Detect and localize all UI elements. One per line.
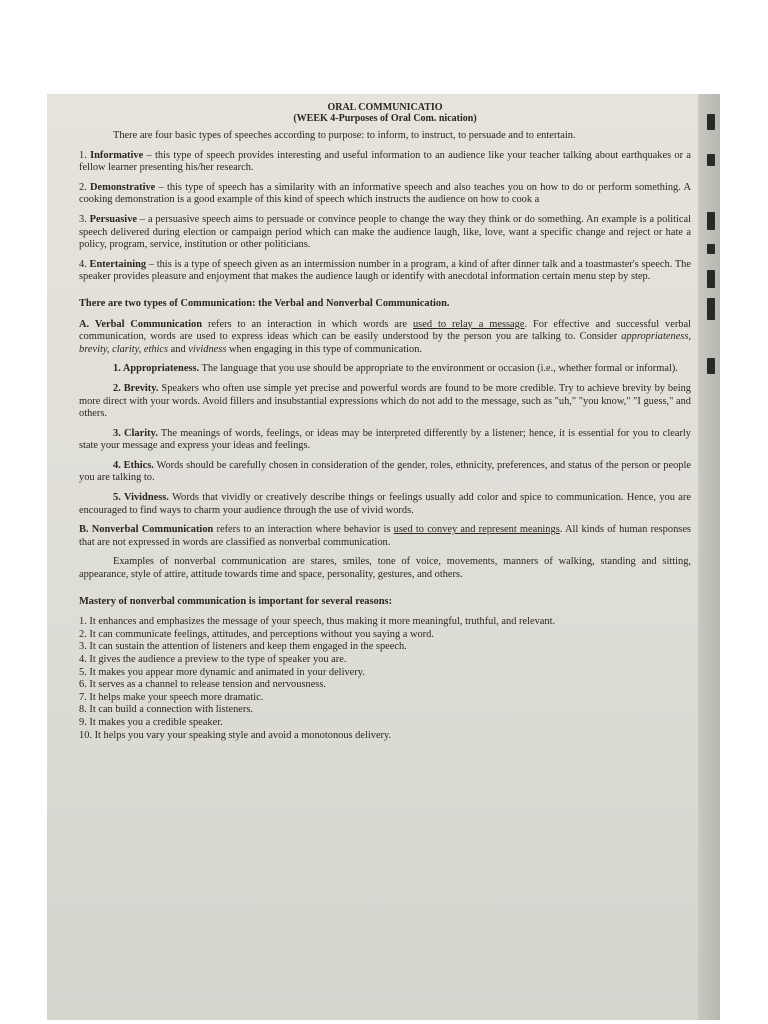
verbal-label: A. Verbal Communication <box>79 318 203 330</box>
verbal-italic: appropriateness, brevity, clarity, ethics <box>79 331 691 355</box>
examples-paragraph: Examples of nonverbal communication are stares, smiles, tone of voice, movements, manners of walking, standing and sitting, appearance, style of attire, attitude towards time and space, personality, gestures, and others. <box>79 556 691 581</box>
reasons-list <box>79 616 691 742</box>
item-number: 1. <box>79 149 87 161</box>
speech-type-item <box>79 182 691 207</box>
quality-label: 4. Ethics. <box>113 459 154 471</box>
verbal-text: and <box>168 343 189 355</box>
quality-item <box>79 492 691 517</box>
list-item: 1. It enhances and emphasizes the message of your speech, thus making it more meaningful, truthful, and relevant. <box>79 616 556 628</box>
list-item: 2. It can communicate feelings, attitudes, and perceptions without you saying a word. <box>79 628 434 640</box>
edge-print-mark <box>707 244 715 254</box>
edge-print-mark <box>707 270 715 288</box>
item-label: Demonstrative <box>90 181 156 193</box>
quality-label: 1. Appropriateness. <box>113 363 200 375</box>
verbal-paragraph <box>79 319 691 357</box>
item-label: Informative <box>90 149 144 161</box>
item-number: 4. <box>79 258 87 270</box>
quality-text: Words should be carefully chosen in consideration of the gender, roles, ethnicity, preferences, and status of the person or people you are talking to. <box>79 459 692 484</box>
list-item: 8. It can build a connection with listeners. <box>79 704 253 716</box>
speech-type-item <box>79 150 691 175</box>
nonverbal-underlined: used to convey and represent meanings <box>393 524 560 536</box>
item-text: – this type of speech has a similarity with an informative speech and also teaches you on how to do or perform something. A cooking demonstration is a good example of this kind of speech which instructs the audience on how to cook a <box>79 181 691 206</box>
verbal-text: when engaging in this type of communication. <box>226 343 423 355</box>
page-title: ORAL COMMUNICATIO <box>327 102 443 113</box>
list-item: 3. It can sustain the attention of listeners and keep them engaged in the speech. <box>79 641 407 653</box>
document-page <box>47 94 720 1020</box>
nonverbal-paragraph <box>79 524 691 549</box>
intro-paragraph: There are four basic types of speeches according to purpose: to inform, to instruct, to persuade and to entertain. <box>113 130 576 141</box>
quality-text: Speakers who often use simple yet precise and powerful words are found to be more credible. Try to achieve brevity by being more direct with your words. Avoid fillers and insubstantial expressions which do not add to the message, such as "uh," "you know," "I guess," and others. <box>79 382 691 420</box>
list-item: 7. It helps make your speech more dramatic. <box>79 691 264 703</box>
page-subtitle: (WEEK 4-Purposes of Oral Com. nication) <box>293 113 477 124</box>
mastery-heading: Mastery of nonverbal communication is important for several reasons: <box>79 595 393 607</box>
verbal-underlined: used to relay a message <box>412 318 525 330</box>
edge-print-mark <box>707 298 715 320</box>
item-text: – a persuasive speech aims to persuade or convince people to change the way they think or do something. An example is a political speech delivered during election or campaign period which can make the audience laugh, like, love, want a specific change and reject or hate a policy, program, service, institution or other politicians. <box>79 213 691 251</box>
quality-label: 2. Brevity. <box>113 382 159 394</box>
item-text: – this is a type of speech given as an intermission number in a program, a kind of after dinner talk and a toastmaster's speech. The speaker provides pleasure and enjoyment that makes the audience laugh or identify with anecdotal information certain menu step by step. <box>79 258 691 283</box>
verbal-text: refers to an interaction in which words are <box>202 318 413 330</box>
nonverbal-text: . All kinds of human responses that are not expressed in words are classified as nonverbal communication. <box>79 524 691 548</box>
list-item: 6. It serves as a channel to release tension and nervousness. <box>79 679 326 691</box>
speech-types-list <box>79 150 691 284</box>
quality-label: 5. Vividness. <box>113 492 169 504</box>
list-item: 5. It makes you appear more dynamic and animated in your delivery. <box>79 666 365 678</box>
verbal-italic: vividness <box>188 343 227 355</box>
quality-label: 3. Clarity. <box>113 427 158 439</box>
quality-text: The language that you use should be appropriate to the environment or occasion (i.e., whether formal or informal). <box>199 363 678 375</box>
list-item: 4. It gives the audience a preview to the type of speaker you are. <box>79 654 347 665</box>
quality-item <box>79 383 691 421</box>
quality-item <box>79 428 691 453</box>
list-item: 10. It helps you vary your speaking style and avoid a monotonous delivery. <box>79 729 392 741</box>
verbal-text: . For effective and successful verbal communication, words are used to express ideas which can be easily understood by the person you are talking to. Consider <box>79 318 691 343</box>
quality-text: The meanings of words, feelings, or ideas may be interpreted differently by a listener; hence, it is essential for you to clearly state your message and express your ideas and feelings. <box>79 427 691 452</box>
edge-print-mark <box>707 212 715 230</box>
edge-print-mark <box>707 154 715 166</box>
quality-text: Words that vividly or creatively describe things or feelings usually add color and spice to communication. Hence, you are encouraged to find ways to charm your audience through the use of vivid words. <box>79 492 691 516</box>
nonverbal-label: B. Nonverbal Communication <box>79 524 214 536</box>
page-content <box>79 102 691 742</box>
item-number: 3. <box>79 213 87 225</box>
nonverbal-text: refers to an interaction where behavior is <box>213 524 394 536</box>
item-label: Persuasive <box>89 213 137 225</box>
item-number: 2. <box>79 181 87 193</box>
adjacent-page-edge <box>698 94 720 1020</box>
quality-item <box>79 460 691 485</box>
qualities-list <box>79 363 691 517</box>
item-text: – this type of speech provides interesting and useful information to an audience like your teacher talking about earthquakes or a fellow learner presenting his/her research. <box>79 149 691 174</box>
speech-type-item <box>79 259 691 284</box>
edge-print-mark <box>707 358 715 374</box>
item-label: Entertaining <box>89 258 147 270</box>
communication-types-heading: There are two types of Communication: the Verbal and Nonverbal Communication. <box>79 297 450 309</box>
edge-print-mark <box>707 114 715 130</box>
quality-item <box>79 363 691 376</box>
speech-type-item <box>79 214 691 252</box>
list-item: 9. It makes you a credible speaker. <box>79 716 223 728</box>
